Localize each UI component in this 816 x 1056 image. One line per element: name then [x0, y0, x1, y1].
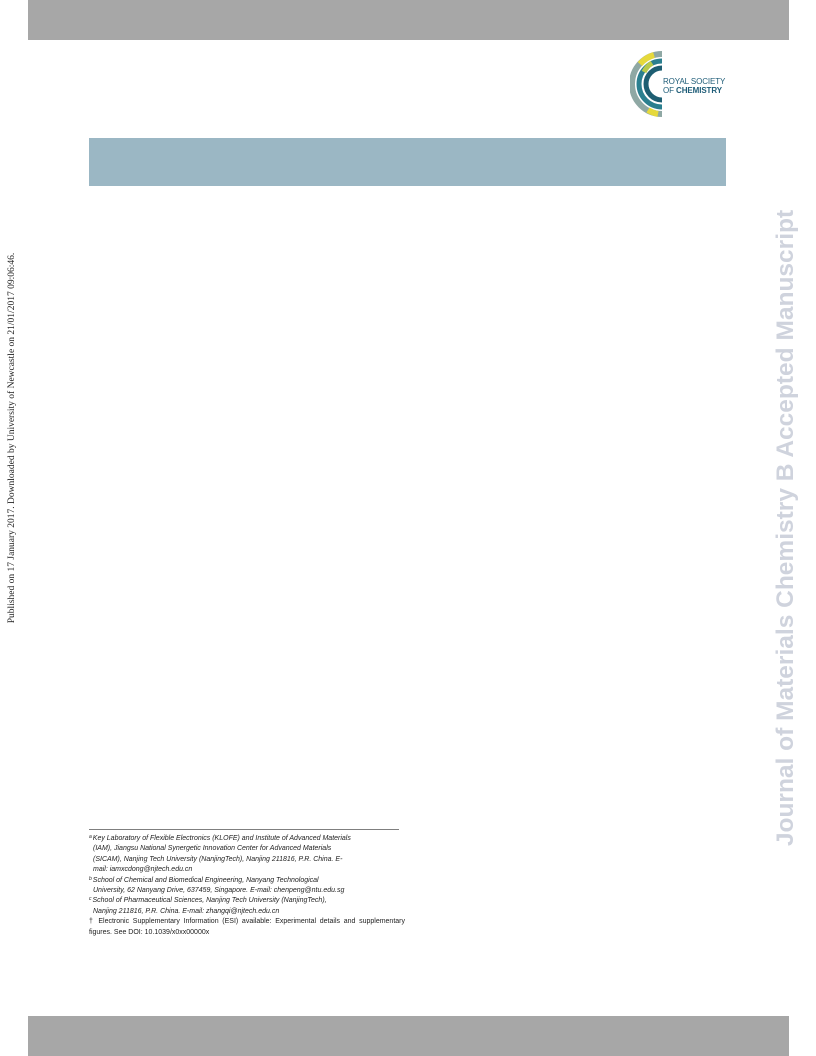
- footnotes: [89, 834, 405, 938]
- logo-line-1: ROYAL SOCIETY: [663, 77, 726, 86]
- footnote-mark: a: [89, 834, 92, 840]
- logo-line-2-prefix: OF: [663, 86, 677, 95]
- footnote-line: University, 62 Nanyang Drive, 637459, Singapore. E-mail: chenpeng@ntu.edu.sg: [93, 887, 345, 895]
- footnote-a: [89, 834, 405, 876]
- footnote-line: (IAM), Jiangsu National Synergetic Innovation Center for Advanced Materials: [93, 845, 332, 853]
- publication-stamp: Published on 17 January 2017. Downloaded by University of Newcastle on 21/01/2017 09:06:46.: [7, 252, 17, 624]
- footnote-line: Nanjing 211816, P.R. China. E-mail: zhangqi@njtech.edu.cn: [93, 907, 280, 915]
- logo-line-2: [663, 86, 725, 95]
- footnote-b: [89, 876, 405, 897]
- top-header-bar: [28, 0, 789, 40]
- footnote-mark: c: [89, 896, 92, 903]
- rsc-logo: [630, 48, 740, 120]
- footnote-line: mail: iamxcdong@njtech.edu.cn: [93, 866, 193, 874]
- footnote-line: School of Chemical and Biomedical Engineering, Nanyang Technological: [92, 876, 319, 884]
- rsc-logo-text: [663, 77, 725, 95]
- esi-note: † Electronic Supplementary Information (ESI) available: Experimental details and supplementary figures. See DOI: 10.1039/x0xx00000x: [89, 918, 405, 936]
- footnote-rule: [89, 829, 399, 830]
- footnote-line: Key Laboratory of Flexible Electronics (KLOFE) and Institute of Advanced Materials: [92, 835, 351, 842]
- logo-line-2-bold: CHEMISTRY: [676, 86, 722, 95]
- footnote-c: [89, 896, 405, 917]
- footnote-line: (SICAM), Nanjing Tech University (NanjingTech), Nanjing 211816, P.R. China. E-: [93, 855, 343, 863]
- footnote-mark: b: [89, 875, 92, 882]
- journal-watermark: Journal of Materials Chemistry B Accepted Manuscript: [772, 209, 799, 847]
- footnote-line: School of Pharmaceutical Sciences, Nanjing Tech University (NanjingTech),: [92, 897, 327, 905]
- bottom-footer-bar: [28, 1016, 789, 1056]
- title-banner: [89, 138, 726, 186]
